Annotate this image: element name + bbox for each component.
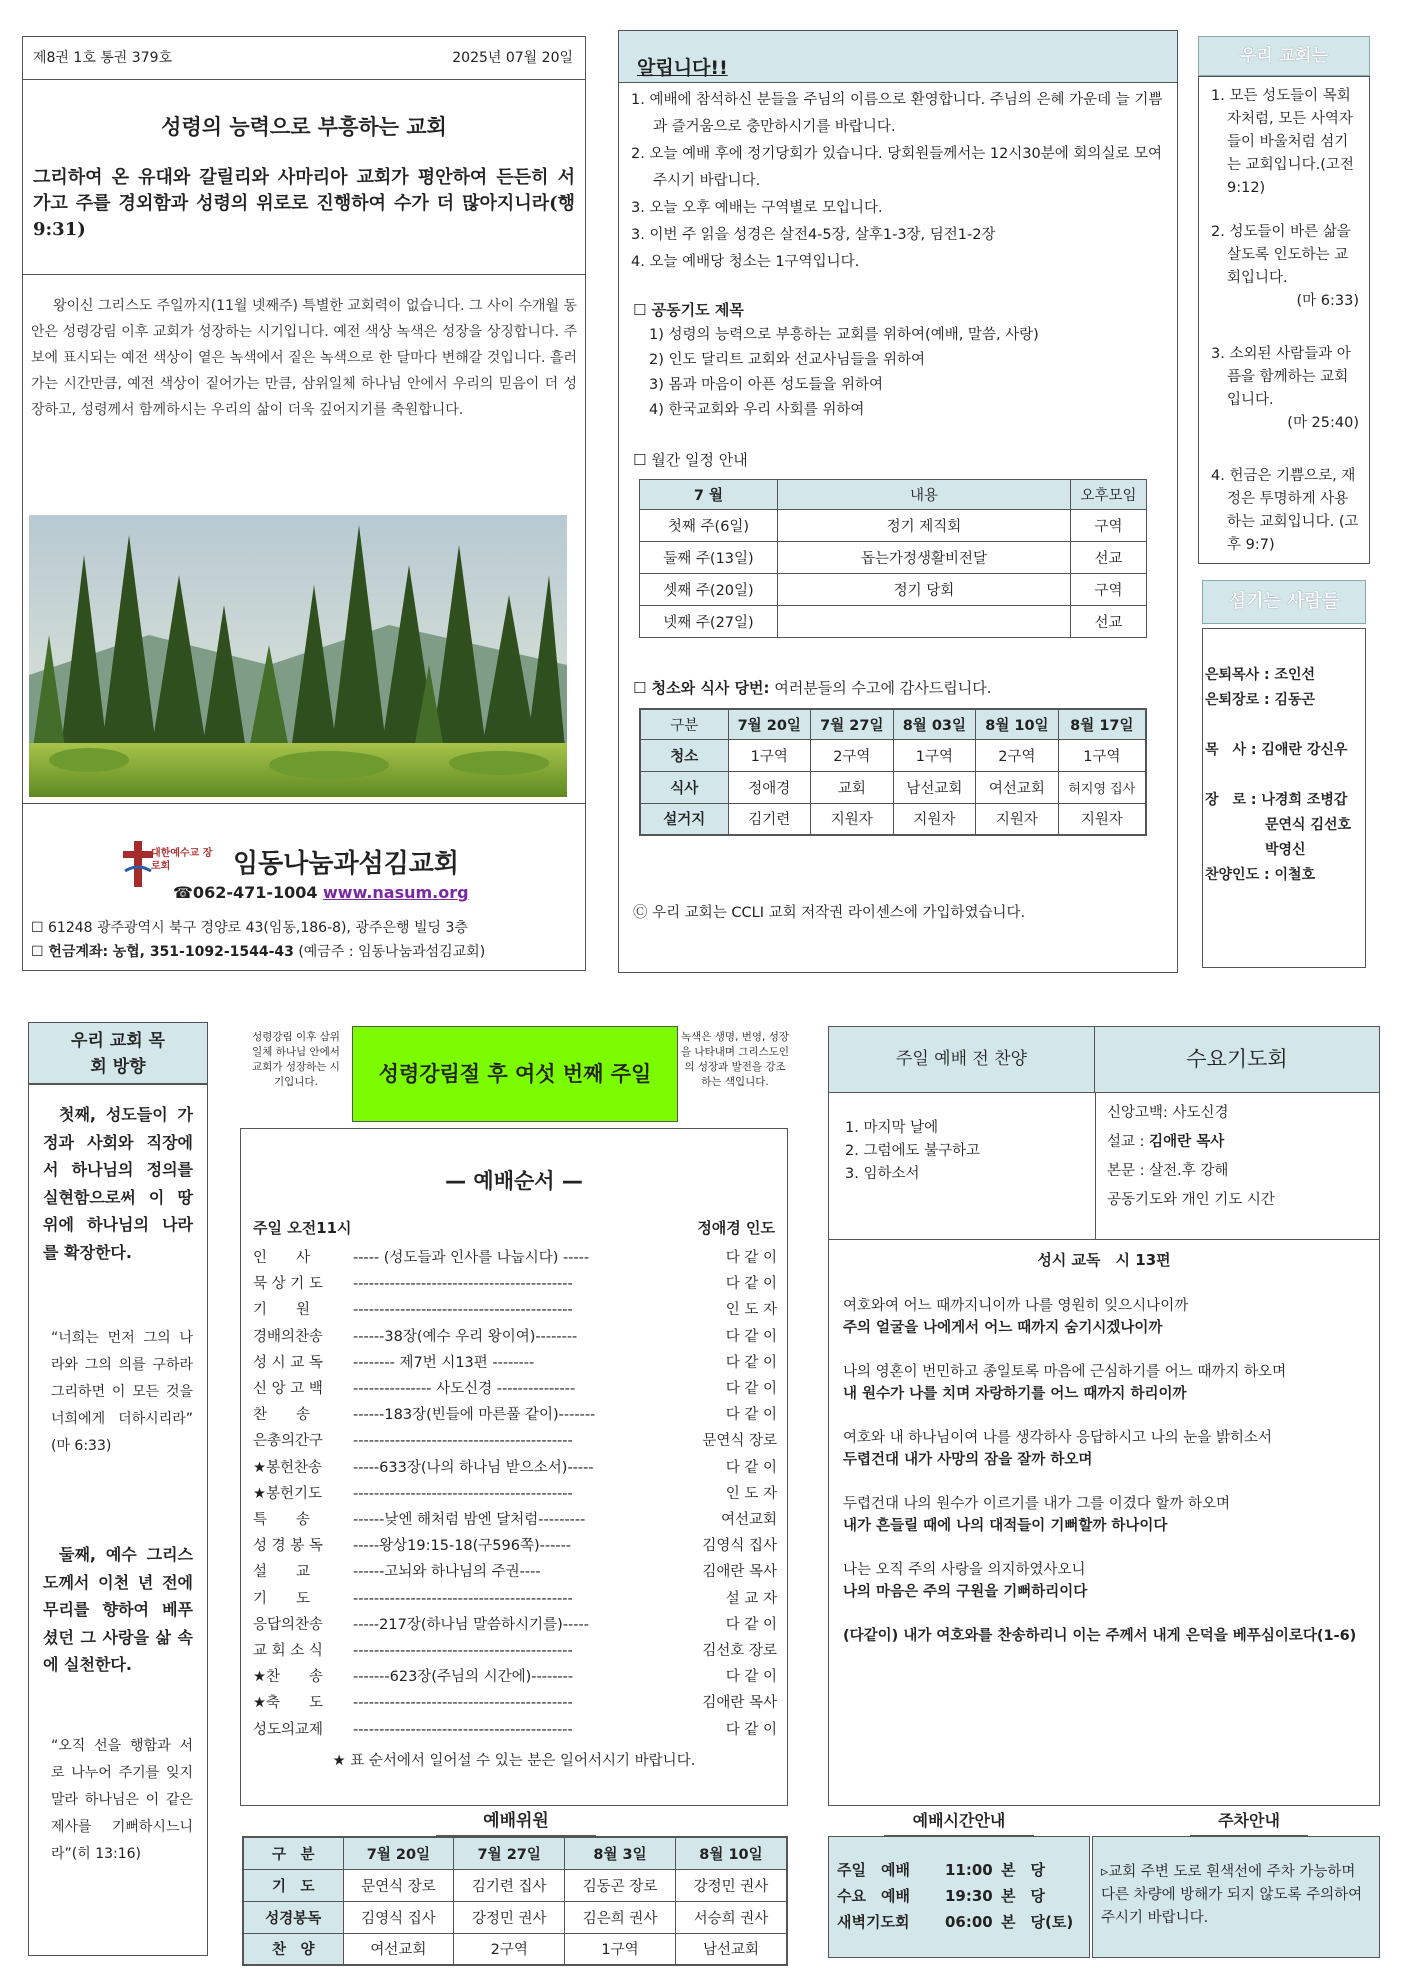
order-row bbox=[253, 1428, 777, 1454]
our-church-item bbox=[1211, 465, 1359, 557]
cleaning-header: 구분 bbox=[640, 709, 728, 739]
committee-cell: 남선교회 bbox=[675, 1933, 787, 1965]
committee-header: 구 분 bbox=[243, 1837, 343, 1869]
order-content: ----- (성도들과 인사를 나눕시다) ----- bbox=[353, 1250, 590, 1266]
psalm-pair bbox=[843, 1295, 1367, 1339]
ccli-notice: Ⓒ 우리 교회는 CCLI 교회 저작권 라이센스에 가입하였습니다. bbox=[633, 905, 1026, 921]
service-place: 본 당 bbox=[1001, 1861, 1045, 1879]
order-person: 인 도 자 bbox=[725, 1302, 777, 1319]
direction-second-quote: “오직 선을 행함과 서로 나누어 주기를 잊지 말라 하나님은 이 같은 제사를 기뻐하시느니라”(히 13:16) bbox=[51, 1738, 193, 1862]
servant-line: 박영신 bbox=[1265, 842, 1306, 858]
service-times-list bbox=[837, 1857, 1073, 1935]
wednesday-info bbox=[1107, 1099, 1275, 1215]
committee-table bbox=[242, 1836, 788, 1966]
logo-divider bbox=[23, 803, 585, 804]
order-row bbox=[253, 1271, 777, 1297]
verse-divider bbox=[23, 274, 585, 275]
order-person: 다 같 이 bbox=[725, 1250, 777, 1266]
committee-title-box bbox=[436, 1808, 596, 1836]
psalm-response: 내 원수가 나를 치며 자랑하기를 어느 때까지 하리이까 bbox=[843, 1386, 1187, 1402]
cleaning-cell: 교회 bbox=[811, 771, 894, 803]
notice-item: 4. 오늘 예배당 청소는 1구역입니다. bbox=[631, 254, 860, 270]
monthly-title: ☐ 월간 일정 안내 bbox=[633, 451, 748, 469]
issue-date: 2025년 07월 20일 bbox=[452, 50, 573, 66]
committee-cell: 기 도 bbox=[243, 1869, 343, 1901]
forest-image bbox=[29, 515, 567, 797]
monthly-cell: 정기 당회 bbox=[778, 574, 1071, 606]
order-person: 다 같 이 bbox=[725, 1407, 777, 1424]
order-row bbox=[253, 1297, 777, 1323]
notice-item: 3. 이번 주 읽을 성경은 살전4-5장, 살후1-3장, 딤전1-2장 bbox=[631, 227, 996, 243]
order-person: 다 같 이 bbox=[725, 1459, 777, 1476]
account-value: 농협, 351-1092-1544-43 bbox=[112, 944, 294, 960]
cleaning-cell: 식사 bbox=[640, 771, 728, 803]
order-item: 성 경 봉 독 bbox=[253, 1538, 323, 1555]
psalm-pair bbox=[843, 1559, 1367, 1603]
committee-cell: 김동곤 장로 bbox=[565, 1869, 676, 1901]
praise-title-cell bbox=[829, 1027, 1095, 1093]
prayer-item: 1) 성령의 능력으로 부흥하는 교회를 위하여(예배, 말씀, 사랑) bbox=[649, 327, 1039, 343]
church-website[interactable]: www.nasum.org bbox=[323, 883, 469, 902]
parking-title-box bbox=[1190, 1808, 1308, 1836]
order-person: 인 도 자 bbox=[725, 1485, 777, 1502]
order-footnote: ★ 표 순서에서 일어설 수 있는 분은 일어서시기 바랍니다. bbox=[332, 1753, 696, 1769]
order-item: 경배의찬송 bbox=[253, 1328, 324, 1345]
order-row bbox=[253, 1245, 777, 1271]
committee-cell: 서승희 권사 bbox=[675, 1901, 787, 1933]
psalm-pair bbox=[843, 1427, 1367, 1471]
monthly-row bbox=[640, 510, 1147, 542]
order-time: 주일 오전11시 bbox=[253, 1219, 352, 1237]
order-item: 신 앙 고 백 bbox=[253, 1381, 323, 1398]
monthly-header: 오후모임 bbox=[1071, 480, 1147, 510]
order-row bbox=[253, 1533, 777, 1559]
psalm-lead: 두렵건대 나의 원수가 이르기를 내가 그를 이겼다 할까 하오며 bbox=[843, 1496, 1231, 1512]
order-row bbox=[253, 1559, 777, 1585]
sermon-value: 김애란 목사 bbox=[1149, 1134, 1225, 1150]
cleaning-title: ☐ 청소와 식사 당번: bbox=[633, 679, 770, 697]
monthly-cell: 첫째 주(6일) bbox=[640, 510, 778, 542]
our-church-title: 우리 교회는 bbox=[1239, 46, 1329, 66]
order-content: ------183장(빈들에 마른풀 같이)------- bbox=[353, 1407, 596, 1424]
order-row bbox=[253, 1481, 777, 1507]
committee-cell: 강정민 권사 bbox=[675, 1869, 787, 1901]
service-name: 새벽기도회 bbox=[837, 1913, 910, 1931]
order-item: 응답의찬송 bbox=[253, 1616, 324, 1633]
psalm-response: 두렵건대 내가 사망의 잠을 잘까 하오며 bbox=[843, 1452, 1093, 1468]
praise-title: 주일 예배 전 찬양 bbox=[895, 1049, 1028, 1069]
account-holder: (예금주 : 임동나눔과섬김교회) bbox=[298, 944, 486, 960]
committee-header: 8월 3일 bbox=[565, 1837, 676, 1869]
psalm-response: 주의 얼굴을 나에게서 어느 때까지 숨기시겠나이까 bbox=[843, 1320, 1163, 1336]
order-person: 다 같 이 bbox=[725, 1328, 777, 1345]
committee-cell: 2구역 bbox=[454, 1933, 565, 1965]
prayer-item: 4) 한국교회와 우리 사회를 위하여 bbox=[649, 402, 865, 418]
order-content: ------------------------------------------ bbox=[353, 1695, 573, 1712]
monthly-cell: 구역 bbox=[1071, 510, 1147, 542]
order-item: 특 송 bbox=[253, 1512, 311, 1529]
order-row bbox=[253, 1350, 777, 1376]
prayer-item: 2) 인도 달리트 교회와 선교사님들을 위하여 bbox=[649, 352, 926, 368]
cleaning-row bbox=[640, 739, 1146, 771]
order-person: 설 교 자 bbox=[725, 1590, 777, 1607]
order-item: 교 회 소 식 bbox=[253, 1643, 323, 1660]
committee-cell: 찬 양 bbox=[243, 1933, 343, 1965]
servant-line: 문연식 김선호 bbox=[1265, 817, 1352, 833]
service-row bbox=[837, 1909, 1073, 1935]
cleaning-cell: 허지영 집사 bbox=[1058, 771, 1146, 803]
prayer-title: ☐ 공동기도 제목 bbox=[633, 301, 744, 319]
wednesday-text bbox=[1107, 1157, 1275, 1186]
cleaning-cell: 1구역 bbox=[1058, 739, 1146, 771]
order-person: 다 같 이 bbox=[725, 1616, 777, 1633]
order-item: ★축 도 bbox=[253, 1695, 324, 1712]
servant-line: 찬양인도 : 이철호 bbox=[1205, 867, 1316, 883]
cleaning-table bbox=[639, 708, 1147, 836]
cleaning-cell: 정애경 bbox=[728, 771, 811, 803]
order-content: -----왕상19:15-18(구596쪽)------ bbox=[353, 1538, 572, 1555]
monthly-cell: 선교 bbox=[1071, 542, 1147, 574]
servant-line: 은퇴장로 : 김동곤 bbox=[1205, 692, 1316, 708]
order-person: 다 같 이 bbox=[725, 1669, 777, 1686]
our-church-item bbox=[1211, 343, 1359, 435]
cleaning-header: 8월 10일 bbox=[976, 709, 1059, 739]
notices-panel bbox=[618, 30, 1178, 973]
committee-header-row bbox=[243, 1837, 787, 1869]
monthly-cell: 돕는가정생활비전달 bbox=[778, 542, 1071, 574]
committee-row bbox=[243, 1901, 787, 1933]
order-box bbox=[240, 1128, 788, 1806]
monthly-cell bbox=[778, 606, 1071, 638]
intro-paragraph: 왕이신 그리스도 주일까지(11월 넷째주) 특별한 교회력이 없습니다. 그 사이 수개월 동안은 성령강림 이후 교회가 성장하는 시기입니다. 예전 색상 녹색은 성장을 상징합니다. 주보에 표시되는 예전 색상이 옅은 녹색에서 짙은 녹색으로 한 달마다 변해갈 것입니다. 흘러가는 시간만큼, 예전 색상이 짙어가는 만큼, 삼위일체 하나님 안에서 우리의 믿음이 더 성장하고, 성령께서 함께하시는 우리의 삶이 더욱 깊어지기를 축원합니다. bbox=[31, 298, 577, 418]
direction-second: 둘째, 예수 그리스도께서 이천 년 전에 무리를 향하여 베푸셨던 그 사랑을 삶 속에 실천한다. bbox=[43, 1545, 193, 1674]
committee-header: 8월 10일 bbox=[675, 1837, 787, 1869]
order-content: ------------------------------------------ bbox=[353, 1276, 573, 1293]
season-title-box bbox=[352, 1026, 678, 1122]
order-item: 성 시 교 독 bbox=[253, 1354, 323, 1371]
logo-text: 대한예수교 장로회 bbox=[151, 848, 213, 872]
psalm-divider bbox=[829, 1239, 1379, 1240]
cleaning-cell: 청소 bbox=[640, 739, 728, 771]
monthly-row bbox=[640, 606, 1147, 638]
header-divider bbox=[23, 79, 585, 80]
monthly-row bbox=[640, 574, 1147, 606]
servants-title-box bbox=[1202, 580, 1366, 624]
order-item: ★찬 송 bbox=[253, 1669, 324, 1686]
monthly-cell: 넷째 주(27일) bbox=[640, 606, 778, 638]
committee-cell: 성경봉독 bbox=[243, 1901, 343, 1933]
order-item: 기 원 bbox=[253, 1302, 311, 1319]
service-place: 본 당(토) bbox=[1001, 1913, 1074, 1931]
order-item: ★봉헌찬송 bbox=[253, 1459, 323, 1476]
servant-line: 목 사 : 김애란 강신우 bbox=[1205, 742, 1348, 758]
notice-item: 1. 예배에 참석하신 분들을 주님의 이름으로 환영합니다. 주님의 은혜 가운데 늘 기쁨과 즐거움으로 충만하시기를 바랍니다. bbox=[631, 92, 1163, 135]
cleaning-cell: 설거지 bbox=[640, 803, 728, 835]
prayer-list bbox=[649, 323, 1039, 423]
order-item: 은총의간구 bbox=[253, 1433, 324, 1450]
right-bottom-panel bbox=[828, 1026, 1380, 1806]
psalm-title: 성시 교독 시 13편 bbox=[1037, 1251, 1171, 1269]
cleaning-thanks: 여러분들의 수고에 감사드립니다. bbox=[774, 679, 992, 697]
psalm-lead: 나는 오직 주의 사랑을 의지하였사오니 bbox=[843, 1562, 1086, 1578]
front-panel bbox=[22, 36, 586, 971]
psalm-lead: 여호와 내 하나님이여 나를 생각하사 응답하시고 나의 눈을 밝히소서 bbox=[843, 1430, 1273, 1446]
cleaning-header: 8월 03일 bbox=[893, 709, 976, 739]
order-content: -------- 제7번 시13편 -------- bbox=[353, 1354, 535, 1371]
committee-cell: 문연식 장로 bbox=[343, 1869, 454, 1901]
committee-cell: 강정민 권사 bbox=[454, 1901, 565, 1933]
service-time: 06:00 bbox=[945, 1913, 993, 1931]
prayer-item: 3) 몸과 마음이 아픈 성도들을 위하여 bbox=[649, 377, 884, 393]
our-church-box bbox=[1198, 76, 1370, 564]
direction-first: 첫째, 성도들이 가정과 사회와 직장에서 하나님의 정의를 실현함으로써 이 땅 위에 하나님의 나라를 확장한다. bbox=[43, 1105, 193, 1262]
order-content: ------------------------------------------ bbox=[353, 1485, 573, 1502]
order-content: ------낮엔 해처럼 밤엔 달처럼--------- bbox=[353, 1512, 586, 1529]
cleaning-header: 7월 27일 bbox=[811, 709, 894, 739]
order-row bbox=[253, 1455, 777, 1481]
order-content: ------------------------------------------ bbox=[353, 1433, 573, 1450]
church-name: 임동나눔과섬김교회 bbox=[233, 849, 460, 879]
order-content: -----633장(나의 하나님 받으소서)----- bbox=[353, 1459, 594, 1476]
order-row bbox=[253, 1324, 777, 1350]
service-row bbox=[837, 1883, 1073, 1909]
servants-list bbox=[1205, 663, 1351, 888]
monthly-cell: 정기 제직회 bbox=[778, 510, 1071, 542]
cleaning-cell: 지원자 bbox=[976, 803, 1059, 835]
wednesday-title-cell bbox=[1095, 1027, 1379, 1093]
cleaning-row bbox=[640, 771, 1146, 803]
direction-title-box bbox=[28, 1022, 208, 1084]
our-church-text: 4. 헌금은 기쁨으로, 재정은 투명하게 사용하는 교회입니다. (고후 9:7) bbox=[1211, 468, 1359, 553]
cleaning-cell: 지원자 bbox=[1058, 803, 1146, 835]
order-item: ★봉헌기도 bbox=[253, 1485, 323, 1502]
issue-number: 제8권 1호 통권 379호 bbox=[33, 50, 173, 66]
praise-list bbox=[845, 1117, 980, 1186]
our-church-item bbox=[1211, 221, 1359, 313]
psalm-lead: 여호와여 어느 때까지니이까 나를 영원히 잊으시나이까 bbox=[843, 1298, 1189, 1314]
servants-box bbox=[1202, 628, 1366, 968]
notices-title-band bbox=[619, 31, 1177, 83]
cleaning-cell: 2구역 bbox=[976, 739, 1059, 771]
our-church-text: 3. 소외된 사람들과 아픔을 함께하는 교회입니다. bbox=[1211, 346, 1351, 408]
order-content: ------38장(예수 우리 왕이여)-------- bbox=[353, 1328, 578, 1345]
committee-row bbox=[243, 1869, 787, 1901]
service-times-title-box bbox=[884, 1808, 1034, 1836]
parking-title: 주차안내 bbox=[1218, 1811, 1280, 1830]
order-content: ------------------------------------------ bbox=[353, 1302, 573, 1319]
order-item: 설 교 bbox=[253, 1564, 311, 1581]
our-church-text: 1. 모든 성도들이 목회자처럼, 모든 사역자들이 바울처럼 섬기는 교회입니다.(고전 9:12) bbox=[1211, 88, 1354, 196]
service-name: 수요 예배 bbox=[837, 1887, 910, 1905]
praise-item: 1. 마지막 날에 bbox=[845, 1120, 939, 1136]
servants-title: 섬기는 사람들 bbox=[1228, 591, 1340, 612]
praise-item: 2. 그럼에도 불구하고 bbox=[845, 1143, 981, 1159]
order-person: 김영식 집사 bbox=[702, 1538, 777, 1555]
service-name: 주일 예배 bbox=[837, 1861, 910, 1879]
psalm-lead: 나의 영혼이 번민하고 종일토록 마음에 근심하기를 어느 때까지 하오며 bbox=[843, 1364, 1287, 1380]
notices-title: 알립니다!! bbox=[637, 57, 728, 79]
order-leader: 정애경 인도 bbox=[697, 1219, 775, 1237]
sermon-label: 설교 : bbox=[1107, 1134, 1145, 1150]
order-content: -----217장(하나님 말씀하시기를)----- bbox=[353, 1616, 589, 1633]
parking-box bbox=[1092, 1836, 1380, 1958]
order-row bbox=[253, 1612, 777, 1638]
order-person: 다 같 이 bbox=[725, 1721, 777, 1738]
order-person: 김애란 목사 bbox=[702, 1695, 777, 1712]
psalm-body bbox=[843, 1295, 1367, 1647]
order-title: — 예배순서 — bbox=[445, 1169, 583, 1193]
text-value: 살전.후 강해 bbox=[1149, 1163, 1229, 1179]
cleaning-title-line bbox=[633, 677, 992, 698]
cleaning-cell: 1구역 bbox=[728, 739, 811, 771]
direction-box bbox=[28, 1084, 208, 1956]
wednesday-divider bbox=[1095, 1093, 1096, 1239]
parking-text: ▹교회 주변 도로 흰색선에 주차 가능하며 다른 차량에 방해가 되지 않도록 주의하여 주시기 바랍니다. bbox=[1101, 1864, 1363, 1926]
monthly-header: 내용 bbox=[778, 480, 1071, 510]
monthly-row bbox=[640, 542, 1147, 574]
order-row bbox=[253, 1717, 777, 1743]
monthly-cell: 구역 bbox=[1071, 574, 1147, 606]
notice-list bbox=[631, 87, 1169, 276]
our-church-title-box bbox=[1198, 36, 1370, 76]
order-row bbox=[253, 1402, 777, 1428]
direction-title: 우리 교회 목회 방향 bbox=[71, 1031, 165, 1077]
order-person: 문연식 장로 bbox=[702, 1433, 777, 1450]
wednesday-prayer: 공동기도와 개인 기도 시간 bbox=[1107, 1192, 1275, 1208]
our-church-text: 2. 성도들이 바른 삶을 살도록 인도하는 교회입니다. bbox=[1211, 224, 1351, 286]
committee-title: 예배위원 bbox=[483, 1811, 549, 1831]
church-address: ☐ 61248 광주광역시 북구 경양로 43(임동,186-8), 광주은행 빌딩 3층 bbox=[31, 920, 468, 936]
service-time: 19:30 bbox=[945, 1887, 993, 1905]
theme-title: 성령의 능력으로 부흥하는 교회 bbox=[161, 114, 447, 139]
wednesday-sermon bbox=[1107, 1128, 1275, 1157]
season-title: 성령강림절 후 여섯 번째 주일 bbox=[378, 1062, 652, 1086]
psalm-last: (다같이) 내가 여호와를 찬송하리니 이는 주께서 내게 은덕을 베푸심이로다(1-6) bbox=[843, 1628, 1357, 1644]
cleaning-header-row bbox=[640, 709, 1146, 739]
psalm-pair bbox=[843, 1361, 1367, 1405]
cleaning-cell: 1구역 bbox=[893, 739, 976, 771]
notice-item: 3. 오늘 오후 예배는 구역별로 모입니다. bbox=[631, 200, 883, 216]
our-church-ref: (마 6:33) bbox=[1296, 293, 1359, 309]
monthly-header: 7 월 bbox=[640, 480, 778, 510]
order-row bbox=[253, 1586, 777, 1612]
order-person: 여선교회 bbox=[720, 1512, 777, 1529]
cleaning-header: 7월 20일 bbox=[728, 709, 811, 739]
theme-verse: 그리하여 온 유대와 갈릴리와 사마리아 교회가 평안하여 든든히 서 가고 주를 경외함과 성령의 위로로 진행하여 수가 더 많아지니라(행9:31) bbox=[33, 167, 575, 240]
order-item: 성도의교제 bbox=[253, 1721, 324, 1738]
committee-header: 7월 20일 bbox=[343, 1837, 454, 1869]
order-item: 인 사 bbox=[253, 1250, 311, 1266]
order-row bbox=[253, 1664, 777, 1690]
monthly-cell: 선교 bbox=[1071, 606, 1147, 638]
servant-line: 은퇴목사 : 조인선 bbox=[1205, 667, 1316, 683]
psalm-response: 내가 흔들릴 때에 나의 대적들이 기뻐할까 하나이다 bbox=[843, 1518, 1168, 1534]
service-times-box bbox=[828, 1836, 1090, 1958]
committee-cell: 김영식 집사 bbox=[343, 1901, 454, 1933]
order-row bbox=[253, 1376, 777, 1402]
service-time: 11:00 bbox=[945, 1861, 993, 1879]
order-content: ------------------------------------------ bbox=[353, 1721, 573, 1738]
forest-illustration bbox=[29, 515, 567, 797]
psalm-pair bbox=[843, 1493, 1367, 1537]
monthly-cell: 셋째 주(20일) bbox=[640, 574, 778, 606]
account-label: ☐ 헌금계좌: bbox=[31, 944, 109, 960]
cleaning-cell: 지원자 bbox=[811, 803, 894, 835]
season-right-note: 녹색은 생명, 번영, 성장을 나타내며 그리스도인의 성장과 발전을 강조하는 색입니다. bbox=[680, 1031, 790, 1088]
order-person: 다 같 이 bbox=[725, 1276, 777, 1293]
committee-cell: 김은희 권사 bbox=[565, 1901, 676, 1933]
order-row bbox=[253, 1507, 777, 1533]
cleaning-cell: 남선교회 bbox=[893, 771, 976, 803]
order-list bbox=[253, 1245, 777, 1743]
notice-item: 2. 오늘 예배 후에 정기당회가 있습니다. 당회원들께서는 12시30분에 회의실로 모여주시기 바랍니다. bbox=[631, 146, 1163, 189]
order-item: 묵 상 기 도 bbox=[253, 1276, 323, 1293]
order-person: 김선호 장로 bbox=[702, 1643, 777, 1660]
cross-icon bbox=[123, 841, 153, 887]
order-item: 기 도 bbox=[253, 1590, 311, 1607]
order-person: 다 같 이 bbox=[725, 1381, 777, 1398]
praise-item: 3. 임하소서 bbox=[845, 1166, 920, 1182]
order-row bbox=[253, 1690, 777, 1716]
wednesday-title: 수요기도회 bbox=[1186, 1047, 1288, 1071]
cleaning-row bbox=[640, 803, 1146, 835]
service-place: 본 당 bbox=[1001, 1887, 1045, 1905]
cleaning-cell: 김기련 bbox=[728, 803, 811, 835]
monthly-header-row bbox=[640, 480, 1147, 510]
order-content: ------------------------------------------ bbox=[353, 1590, 573, 1607]
committee-row bbox=[243, 1933, 787, 1965]
committee-cell: 김기련 집사 bbox=[454, 1869, 565, 1901]
committee-header: 7월 27일 bbox=[454, 1837, 565, 1869]
cleaning-cell: 지원자 bbox=[893, 803, 976, 835]
order-row bbox=[253, 1638, 777, 1664]
season-left-note: 성령강림 이후 삼위일체 하나님 안에서 교회가 성장하는 시기입니다. bbox=[252, 1031, 340, 1088]
psalm-response: 나의 마음은 주의 구원을 기뻐하리이다 bbox=[843, 1584, 1088, 1600]
order-content: ------고뇌와 하나님의 주권---- bbox=[353, 1564, 541, 1581]
servant-line: 장 로 : 나경희 조병갑 bbox=[1205, 792, 1348, 808]
order-person: 다 같 이 bbox=[725, 1354, 777, 1371]
text-label: 본문 : bbox=[1107, 1163, 1145, 1179]
cleaning-cell: 2구역 bbox=[811, 739, 894, 771]
order-content: ------------------------------------------ bbox=[353, 1643, 573, 1660]
service-row bbox=[837, 1857, 1073, 1883]
order-person: 김애란 목사 bbox=[702, 1564, 777, 1581]
cleaning-cell: 여선교회 bbox=[976, 771, 1059, 803]
committee-cell: 1구역 bbox=[565, 1933, 676, 1965]
church-phone: ☎062-471-1004 bbox=[173, 883, 318, 902]
our-church-item bbox=[1211, 85, 1359, 200]
direction-first-quote: “너희는 먼저 그의 나라와 그의 의를 구하라 그리하면 이 모든 것을 너희에게 더하시리라” (마 6:33) bbox=[51, 1330, 193, 1454]
service-times-title: 예배시간안내 bbox=[912, 1811, 1006, 1830]
church-account bbox=[31, 941, 485, 961]
cleaning-header: 8월 17일 bbox=[1058, 709, 1146, 739]
order-content: -------623장(주님의 시간에)-------- bbox=[353, 1669, 574, 1686]
monthly-cell: 둘째 주(13일) bbox=[640, 542, 778, 574]
order-item: 찬 송 bbox=[253, 1407, 311, 1424]
order-content: --------------- 사도신경 --------------- bbox=[353, 1381, 576, 1398]
committee-cell: 여선교회 bbox=[343, 1933, 454, 1965]
wednesday-creed: 신앙고백: 사도신경 bbox=[1107, 1105, 1229, 1121]
our-church-ref: (마 25:40) bbox=[1287, 415, 1359, 431]
monthly-table bbox=[639, 479, 1147, 638]
